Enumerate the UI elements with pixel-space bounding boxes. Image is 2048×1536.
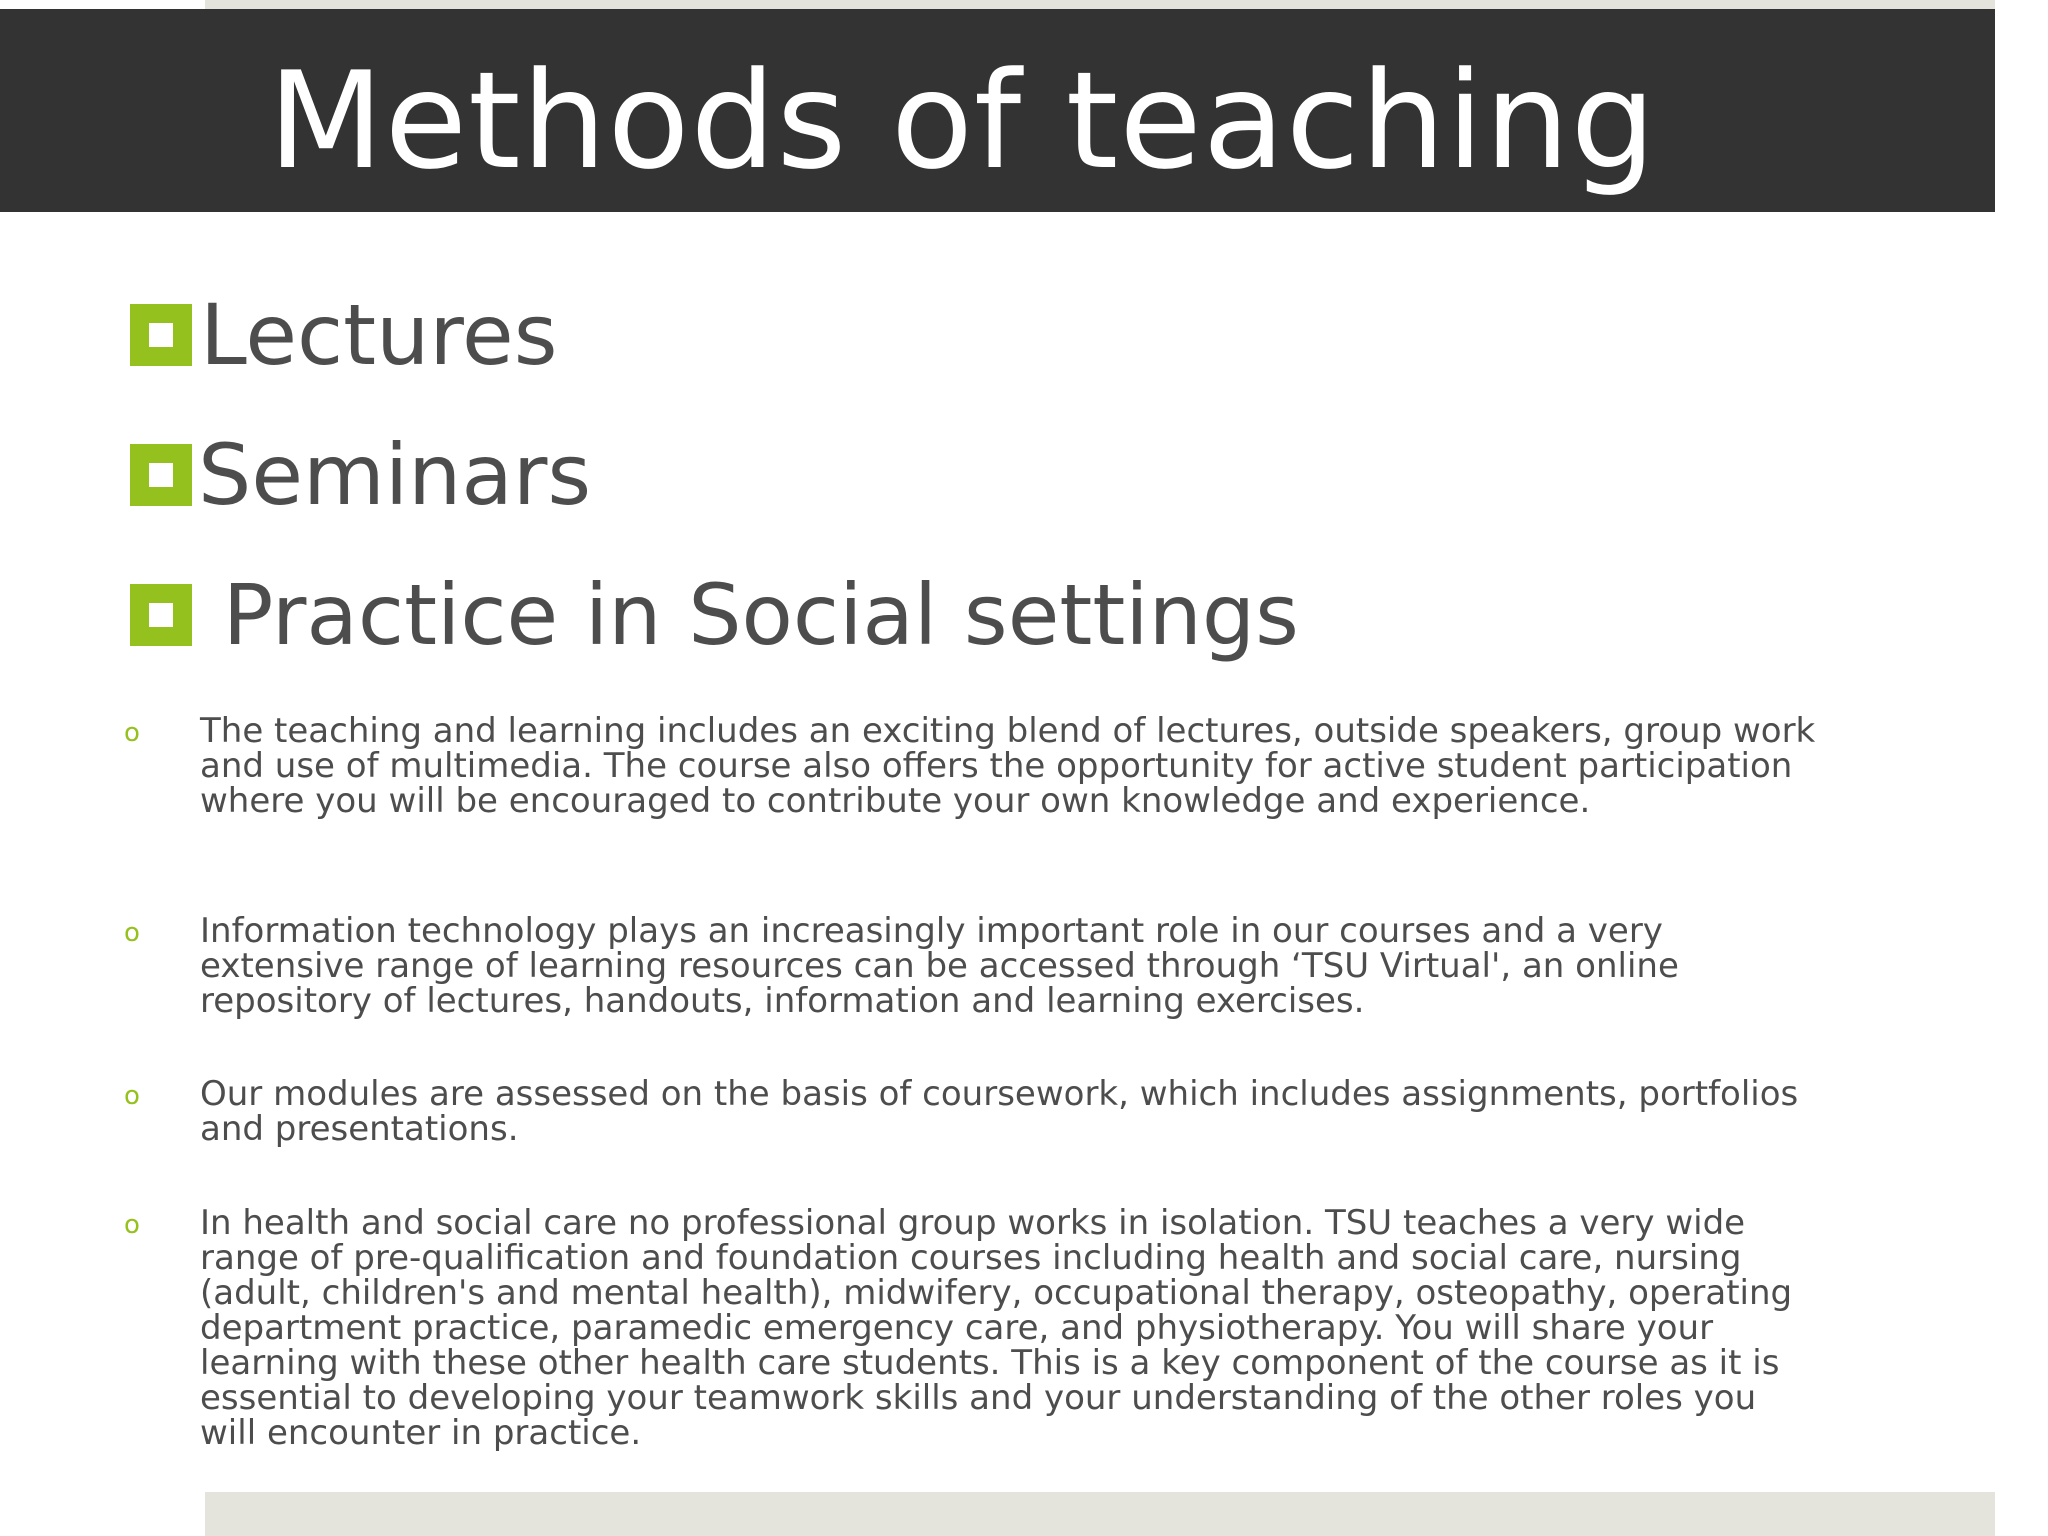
bullet-label: Seminars bbox=[198, 426, 592, 524]
bullet-practice-social-settings bbox=[130, 555, 1299, 675]
bottom-decorative-strip bbox=[205, 1492, 1995, 1536]
slide-title: Methods of teaching bbox=[268, 43, 1657, 199]
bullet-seminars bbox=[130, 415, 591, 535]
paragraph-text: Our modules are assessed on the basis of coursework, which includes assignments, portfolios and presentations. bbox=[200, 1074, 1799, 1149]
paragraph-text: In health and social care no professional group works in isolation. TSU teaches a very wide range of pre-qualification and foundation courses including health and social care, nursing (adult, children's and mental health), midwifery, occupational therapy, osteopathy, operating department practice, paramedic emergency care, and physiotherapy. You will share your learning with these other health care students. This is a key component of the course as it is essential to developing your teamwork skills and your understanding of the other roles you will encounter in practice. bbox=[200, 1203, 1793, 1453]
circle-bullet-icon: o bbox=[124, 1081, 140, 1111]
paragraph-text: The teaching and learning includes an exciting blend of lectures, outside speakers, group work and use of multimedia. The course also offers the opportunity for active student participation where you will be encouraged to contribute your own knowledge and experience. bbox=[200, 711, 1816, 821]
square-bullet-icon bbox=[130, 444, 192, 506]
bullet-label: Practice in Social settings bbox=[196, 566, 1299, 664]
circle-bullet-icon: o bbox=[124, 918, 140, 948]
square-bullet-icon bbox=[130, 584, 192, 646]
bullet-label: Lectures bbox=[200, 286, 558, 384]
square-bullet-icon bbox=[130, 304, 192, 366]
circle-bullet-icon: o bbox=[124, 1210, 140, 1240]
top-decorative-strip bbox=[205, 0, 1995, 9]
bullet-lectures bbox=[130, 275, 558, 395]
title-bar bbox=[0, 9, 1995, 212]
paragraph-text: Information technology plays an increasingly important role in our courses and a very extensive range of learning resources can be accessed through ‘TSU Virtual', an online repository of lectures, handouts, information and learning exercises. bbox=[200, 911, 1679, 1021]
circle-bullet-icon: o bbox=[124, 718, 140, 748]
